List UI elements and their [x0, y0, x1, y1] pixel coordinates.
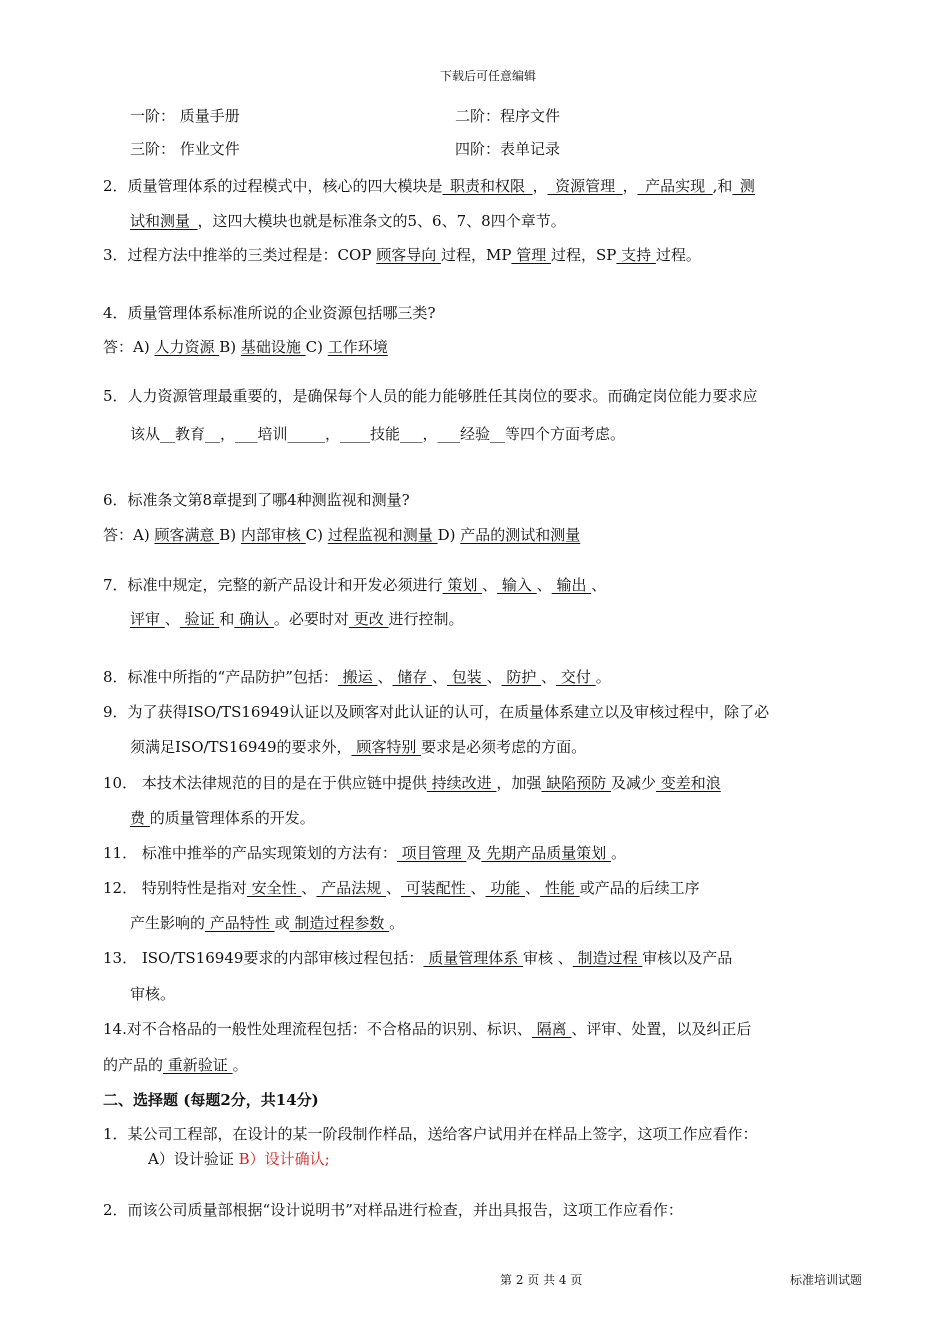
answer-blank: 搬运 — [337, 668, 378, 686]
answer-blank: 支持 — [616, 246, 656, 264]
question-14-line-2: 的产品的 重新验证 。 — [103, 1056, 248, 1074]
answer-blank: 产品特性 — [205, 914, 275, 932]
answer-blank: 顾客满意 — [154, 526, 220, 544]
level-4: 四阶：表单记录 — [455, 140, 561, 158]
question-10-line-2: 费 的质量管理体系的开发。 — [130, 809, 315, 827]
question-5: 5．人力资源管理最重要的，是确保每个人员的能力能够胜任其岗位的要求。而确定岗位能力要求应 — [103, 387, 758, 405]
answer-blank: _职责和权限_ — [442, 177, 533, 195]
answer-blank: _测 — [732, 177, 755, 195]
answer-blank: 顾客导向 — [376, 246, 441, 264]
answer-blank: _资源管理_ — [547, 177, 623, 195]
answer-blank: 验证 — [179, 610, 220, 628]
option-b-answer: B）设计确认; — [238, 1150, 330, 1168]
answer-blank: 内部审核 — [240, 526, 306, 544]
question-9: 9．为了获得ISO/TS16949认证以及顾客对此认证的认可，在质量体系建立以及审核过程中，除了必 — [103, 703, 770, 721]
choice-question-2: 2．而该公司质量部根据“设计说明书”对样品进行检查，并出具报告，这项工作应看作： — [103, 1201, 683, 1219]
question-2: 2．质量管理体系的过程模式中，核心的四大模块是_职责和权限_，_资源管理_，_产品实现_,和_测 — [103, 177, 755, 195]
answer-6: 答：A) 顾客满意 B) 内部审核 C) 过程监视和测量 D) 产品的测试和测量 — [103, 526, 581, 544]
answer-blank: 功能 — [485, 879, 526, 897]
question-9-line-2: 须满足ISO/TS16949的要求外， 顾客特别 要求是必须考虑的方面。 — [130, 738, 587, 756]
answer-blank: 确认 — [234, 610, 274, 628]
question-8: 8．标准中所指的“产品防护”包括： 搬运 、 储存 、 包装 、 防护 、 交付 。 — [103, 668, 611, 686]
answer-blank: 费 — [130, 809, 150, 827]
footer-title: 标准培训试题 — [790, 1273, 863, 1287]
question-11: 11． 标准中推举的产品实现策划的方法有： 项目管理 及 先期产品质量策划 。 — [103, 844, 626, 862]
answer-blank: 试和测量_ — [130, 212, 198, 230]
question-12-line-2: 产生影响的 产品特性 或 制造过程参数 。 — [130, 914, 405, 932]
answer-blank: 输入 — [497, 576, 537, 594]
answer-blank: 防护 — [501, 668, 542, 686]
level-2: 二阶：程序文件 — [455, 107, 561, 125]
answer-blank: 性能 — [540, 879, 580, 897]
answer-blank: 过程监视和测量 — [327, 526, 438, 544]
level-1: 一阶： 质量手册 — [130, 107, 240, 125]
answer-blank: 制造过程 — [572, 949, 643, 967]
answer-blank: 缺陷预防 — [541, 774, 611, 792]
answer-blank: 产品的测试和测量 — [460, 526, 581, 544]
answer-blank: 制造过程参数 — [289, 914, 390, 932]
page-number: 第 2 页 共 4 页 — [500, 1273, 583, 1287]
answer-blank: 变差和浪 — [655, 774, 721, 792]
question-3: 3．过程方法中推举的三类过程是：COP 顾客导向 过程，MP 管理 过程，SP 支持 过程。 — [103, 246, 701, 264]
question-4: 4．质量管理体系标准所说的企业资源包括哪三类? — [103, 304, 436, 322]
choice-1-options — [148, 1149, 330, 1169]
answer-blank: 顾客特别 — [351, 738, 422, 756]
question-7-line-2: 评审 、 验证 和 确认 。必要时对 更改 进行控制。 — [130, 610, 464, 628]
answer-blank: 产品法规 — [316, 879, 386, 897]
answer-blank: 安全性 — [246, 879, 302, 897]
answer-blank: 质量管理体系 — [423, 949, 523, 967]
answer-blank: _产品实现_ — [637, 177, 713, 195]
answer-blank: 输出 — [551, 576, 592, 594]
question-7: 7．标准中规定，完整的新产品设计和开发必须进行 策划 、 输入 、 输出 、 — [103, 576, 607, 594]
answer-blank: 交付 — [556, 668, 596, 686]
level-3: 三阶： 作业文件 — [130, 140, 240, 158]
answer-blank: 管理 — [511, 246, 551, 264]
section-2-title: 二、选择题 (每题2分，共14分) — [103, 1091, 319, 1109]
question-5-line-2: 该从__教育__，___培训_____，____技能___，___经验__等四个方面考虑。 — [130, 425, 626, 443]
answer-4: 答：A) 人力资源 B) 基础设施 C) 工作环境 — [103, 338, 388, 356]
answer-blank: 持续改进 — [426, 774, 497, 792]
answer-blank: 隔离 — [531, 1020, 572, 1038]
answer-blank: 先期产品质量策划 — [481, 844, 611, 862]
question-14: 14.对不合格品的一般性处理流程包括：不合格品的识别、标识、 隔离 、评审、处置，以及纠正后 — [103, 1020, 752, 1038]
choice-question-1: 1．某公司工程部，在设计的某一阶段制作样品，送给客户试用并在样品上签字，这项工作应看作： — [103, 1125, 758, 1143]
question-13-line-2: 审核。 — [130, 985, 176, 1003]
option-a: A）设计验证 — [148, 1150, 239, 1168]
answer-blank: 工作环境 — [327, 338, 388, 356]
answer-blank: 人力资源 — [154, 338, 220, 356]
answer-blank: 重新验证 — [163, 1056, 233, 1074]
answer-blank: 包装 — [447, 668, 487, 686]
answer-blank: 更改 — [348, 610, 389, 628]
question-12: 12． 特别特性是指对 安全性 、 产品法规 、 可装配性 、 功能 、 性能 或产品的后续工序 — [103, 879, 700, 897]
question-6: 6．标准条文第8章提到了哪4种测监视和测量? — [103, 491, 410, 509]
page-header: 下载后可任意编辑 — [440, 69, 537, 83]
question-10: 10． 本技术法律规范的目的是在于供应链中提供 持续改进 ，加强 缺陷预防 及减少 变差和浪 — [103, 774, 721, 792]
answer-blank: 项目管理 — [396, 844, 467, 862]
answer-blank: 评审 — [130, 610, 165, 628]
answer-blank: 策划 — [442, 576, 483, 594]
answer-blank: 基础设施 — [240, 338, 306, 356]
question-13: 13． ISO/TS16949要求的内部审核过程包括： 质量管理体系 审核 、 制造过程 审核以及产品 — [103, 949, 733, 967]
question-2-line-2: 试和测量_，这四大模块也就是标准条文的5、6、7、8四个章节。 — [130, 212, 566, 230]
answer-blank: 可装配性 — [400, 879, 471, 897]
answer-blank: 储存 — [392, 668, 432, 686]
